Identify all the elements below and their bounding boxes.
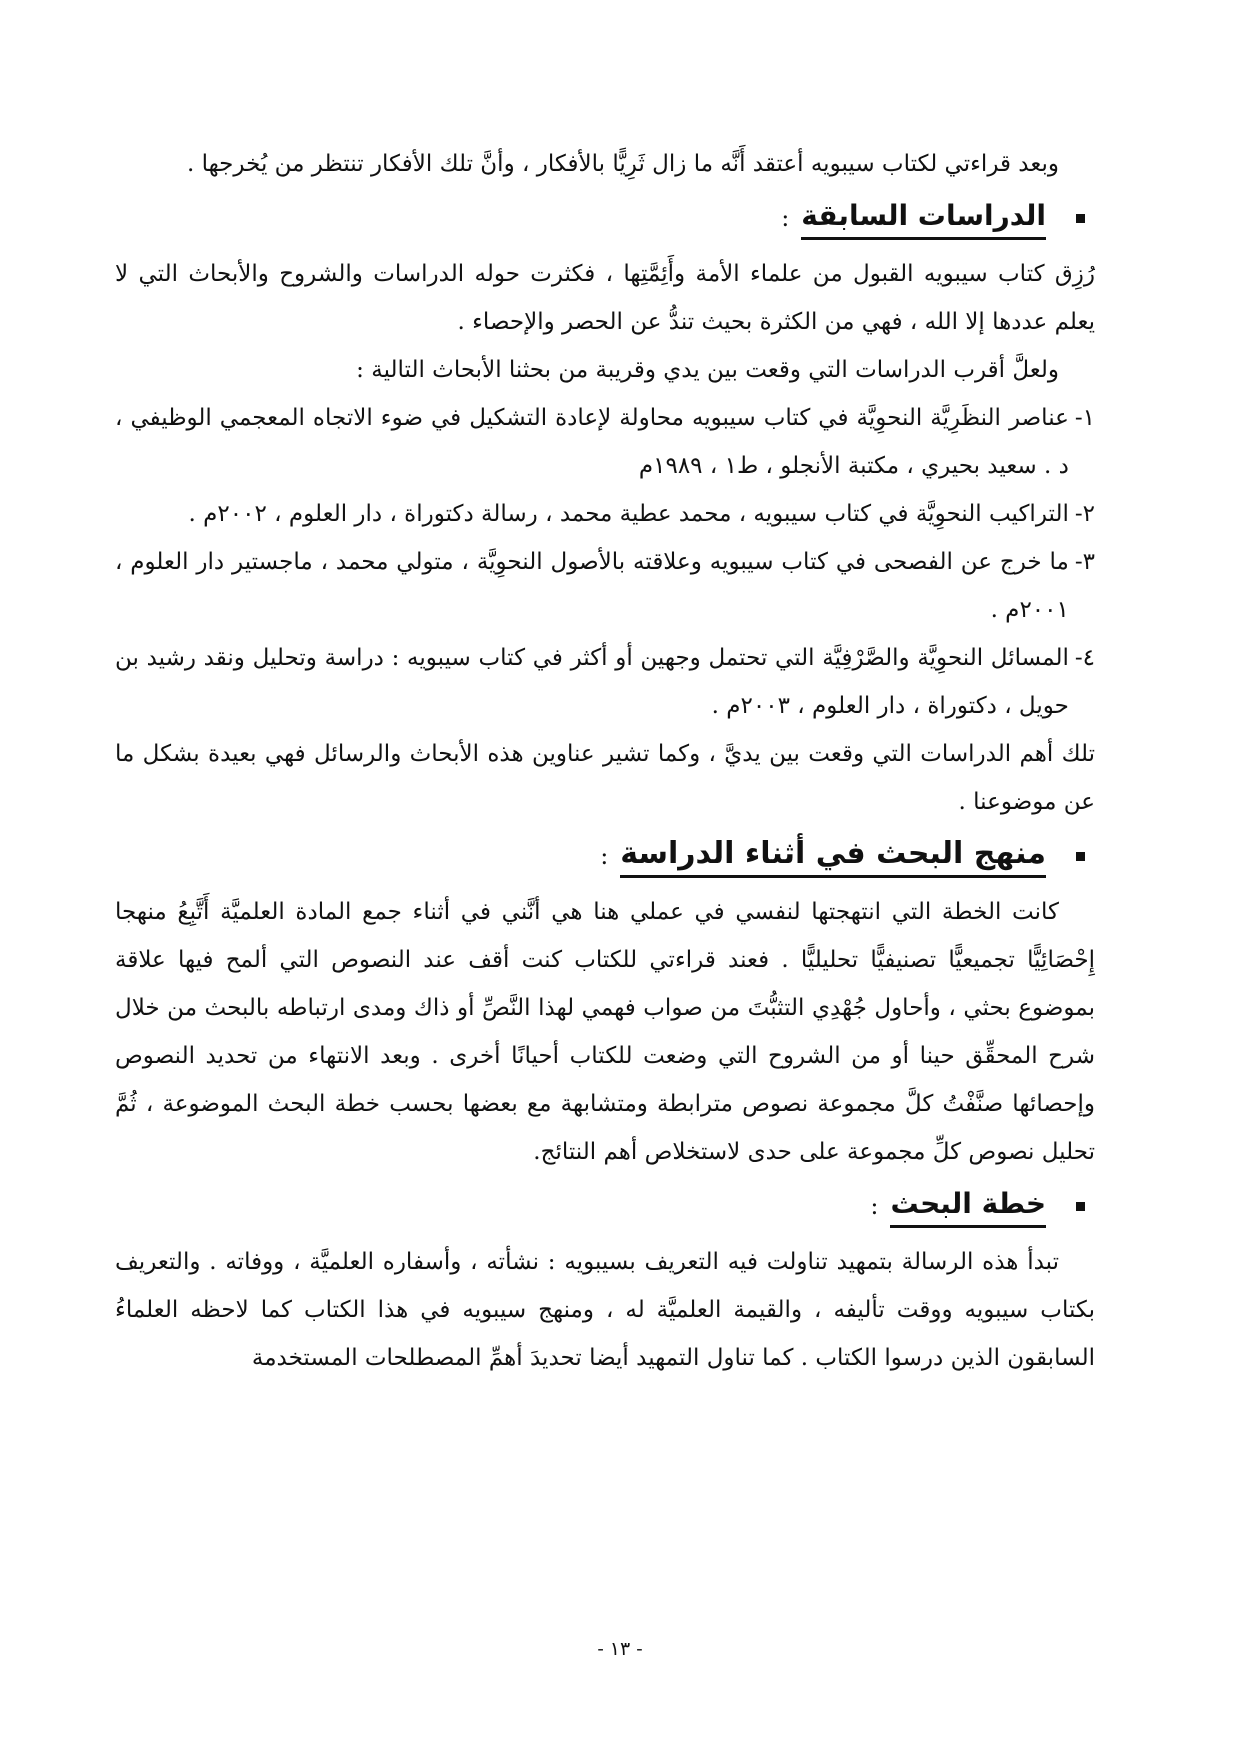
previous-studies-heading: [115, 192, 1095, 244]
previous-studies-closing: تلك أهم الدراسات التي وقعت بين يديَّ ، وكما تشير عناوين هذه الأبحاث والرسائل فهي بعيدة بشكل ما عن موضوعنا .: [115, 741, 1095, 815]
square-bullet-icon: [1076, 214, 1085, 223]
list-text: عناصر النظَرِيَّة النحوِيَّة في كتاب سيبويه محاولة لإعادة التشكيل في ضوء الاتجاه المعجمي الوظيفي ، د . سعيد بحيري ، مكتبة الأنجلو ، ط١ ، ١٩٨٩م: [115, 405, 1069, 479]
previous-studies-intro-line: ولعلَّ أقرب الدراسات التي وقعت بين يدي وقريبة من بحثنا الأبحاث التالية :: [356, 357, 1059, 383]
page-number: - ١٣ -: [597, 1638, 643, 1660]
methodology-paragraph: كانت الخطة التي انتهجتها لنفسي في عملي هنا هي أنَّني في أثناء جمع المادة العلميَّة أَتَّبِعُ منهجا إِحْصَائِيًّا تجميعيًّا تصنيفيًّا تحليليًّا . فعند قراءتي للكتاب كنت أقف عند النصوص التي ألمح فيها علاقة بموضوع بحثي ، وأحاول جُهْدِي التثبُّتَ من صواب فهمي لهذا النَّصِّ أو ذاك ومدى ارتباطه بالبحث من خلال شرح المحقِّق حينا أو من الشروح التي وضعت للكتاب أحيانًا أخرى . وبعد الانتهاء من تحديد النصوص وإحصائها صنَّفْتُ كلَّ مجموعة نصوص مترابطة ومتشابهة مع بعضها بحسب خطة البحث الموضوعة ، ثُمَّ تحليل نصوص كلِّ مجموعة على حدى لاستخلاص أهم النتائج.: [115, 899, 1095, 1165]
list-number: ٣-: [1074, 549, 1095, 575]
heading-colon: :: [870, 1192, 879, 1220]
document-body: [115, 140, 1095, 1382]
study-list-item: [115, 538, 1095, 634]
previous-studies-title: الدراسات السابقة: [801, 197, 1046, 240]
methodology-title: منهج البحث في أثناء الدراسة: [620, 835, 1046, 878]
square-bullet-icon: [1076, 852, 1085, 861]
list-number: ٤-: [1074, 645, 1095, 671]
study-list-item: [115, 490, 1095, 538]
research-plan-heading: [115, 1180, 1095, 1232]
study-list-item: [115, 394, 1095, 490]
list-text: ما خرج عن الفصحى في كتاب سيبويه وعلاقته بالأصول النحوِيَّة ، متولي محمد ، ماجستير دار العلوم ، ٢٠٠١م .: [115, 549, 1069, 623]
study-list-item: [115, 634, 1095, 730]
heading-colon: :: [781, 204, 790, 232]
heading-colon: :: [600, 842, 609, 870]
list-number: ٢-: [1074, 501, 1095, 527]
list-number: ١-: [1074, 405, 1095, 431]
research-plan-title: خطة البحث: [890, 1185, 1046, 1228]
square-bullet-icon: [1076, 1202, 1085, 1211]
list-text: التراكيب النحوِيَّة في كتاب سيبويه ، محمد عطية محمد ، رسالة دكتوراة ، دار العلوم ، ٢٠٠٢م .: [188, 501, 1069, 527]
methodology-heading: [115, 830, 1095, 882]
intro-paragraph: وبعد قراءتي لكتاب سيبويه أعتقد أَنَّه ما زال ثَرِيًّا بالأفكار ، وأنَّ تلك الأفكار تنتظر من يُخرجها .: [186, 151, 1059, 177]
list-text: المسائل النحوِيَّة والصَّرْفِيَّة التي تحتمل وجهين أو أكثر في كتاب سيبويه : دراسة وتحليل ونقد رشيد بن حويل ، دكتوراة ، دار العلوم ، ٢٠٠٣م .: [115, 645, 1069, 719]
previous-studies-paragraph: رُزِق كتاب سيبويه القبول من علماء الأمة وأَئِمَّتِها ، فكثرت حوله الدراسات والشروح والأبحاث التي لا يعلم عددها إلا الله ، فهي من الكثرة بحيث تندُّ عن الحصر والإحصاء .: [115, 261, 1095, 335]
research-plan-paragraph: تبدأ هذه الرسالة بتمهيد تناولت فيه التعريف بسيبويه : نشأته ، وأسفاره العلميَّة ، ووفاته . والتعريف بكتاب سيبويه ووقت تأليفه ، والقيمة العلميَّة له ، ومنهج سيبويه في هذا الكتاب كما لاحظه العلماءُ السابقون الذين درسوا الكتاب . كما تناول التمهيد أيضا تحديدَ أهمِّ المصطلحات المستخدمة: [115, 1249, 1095, 1371]
